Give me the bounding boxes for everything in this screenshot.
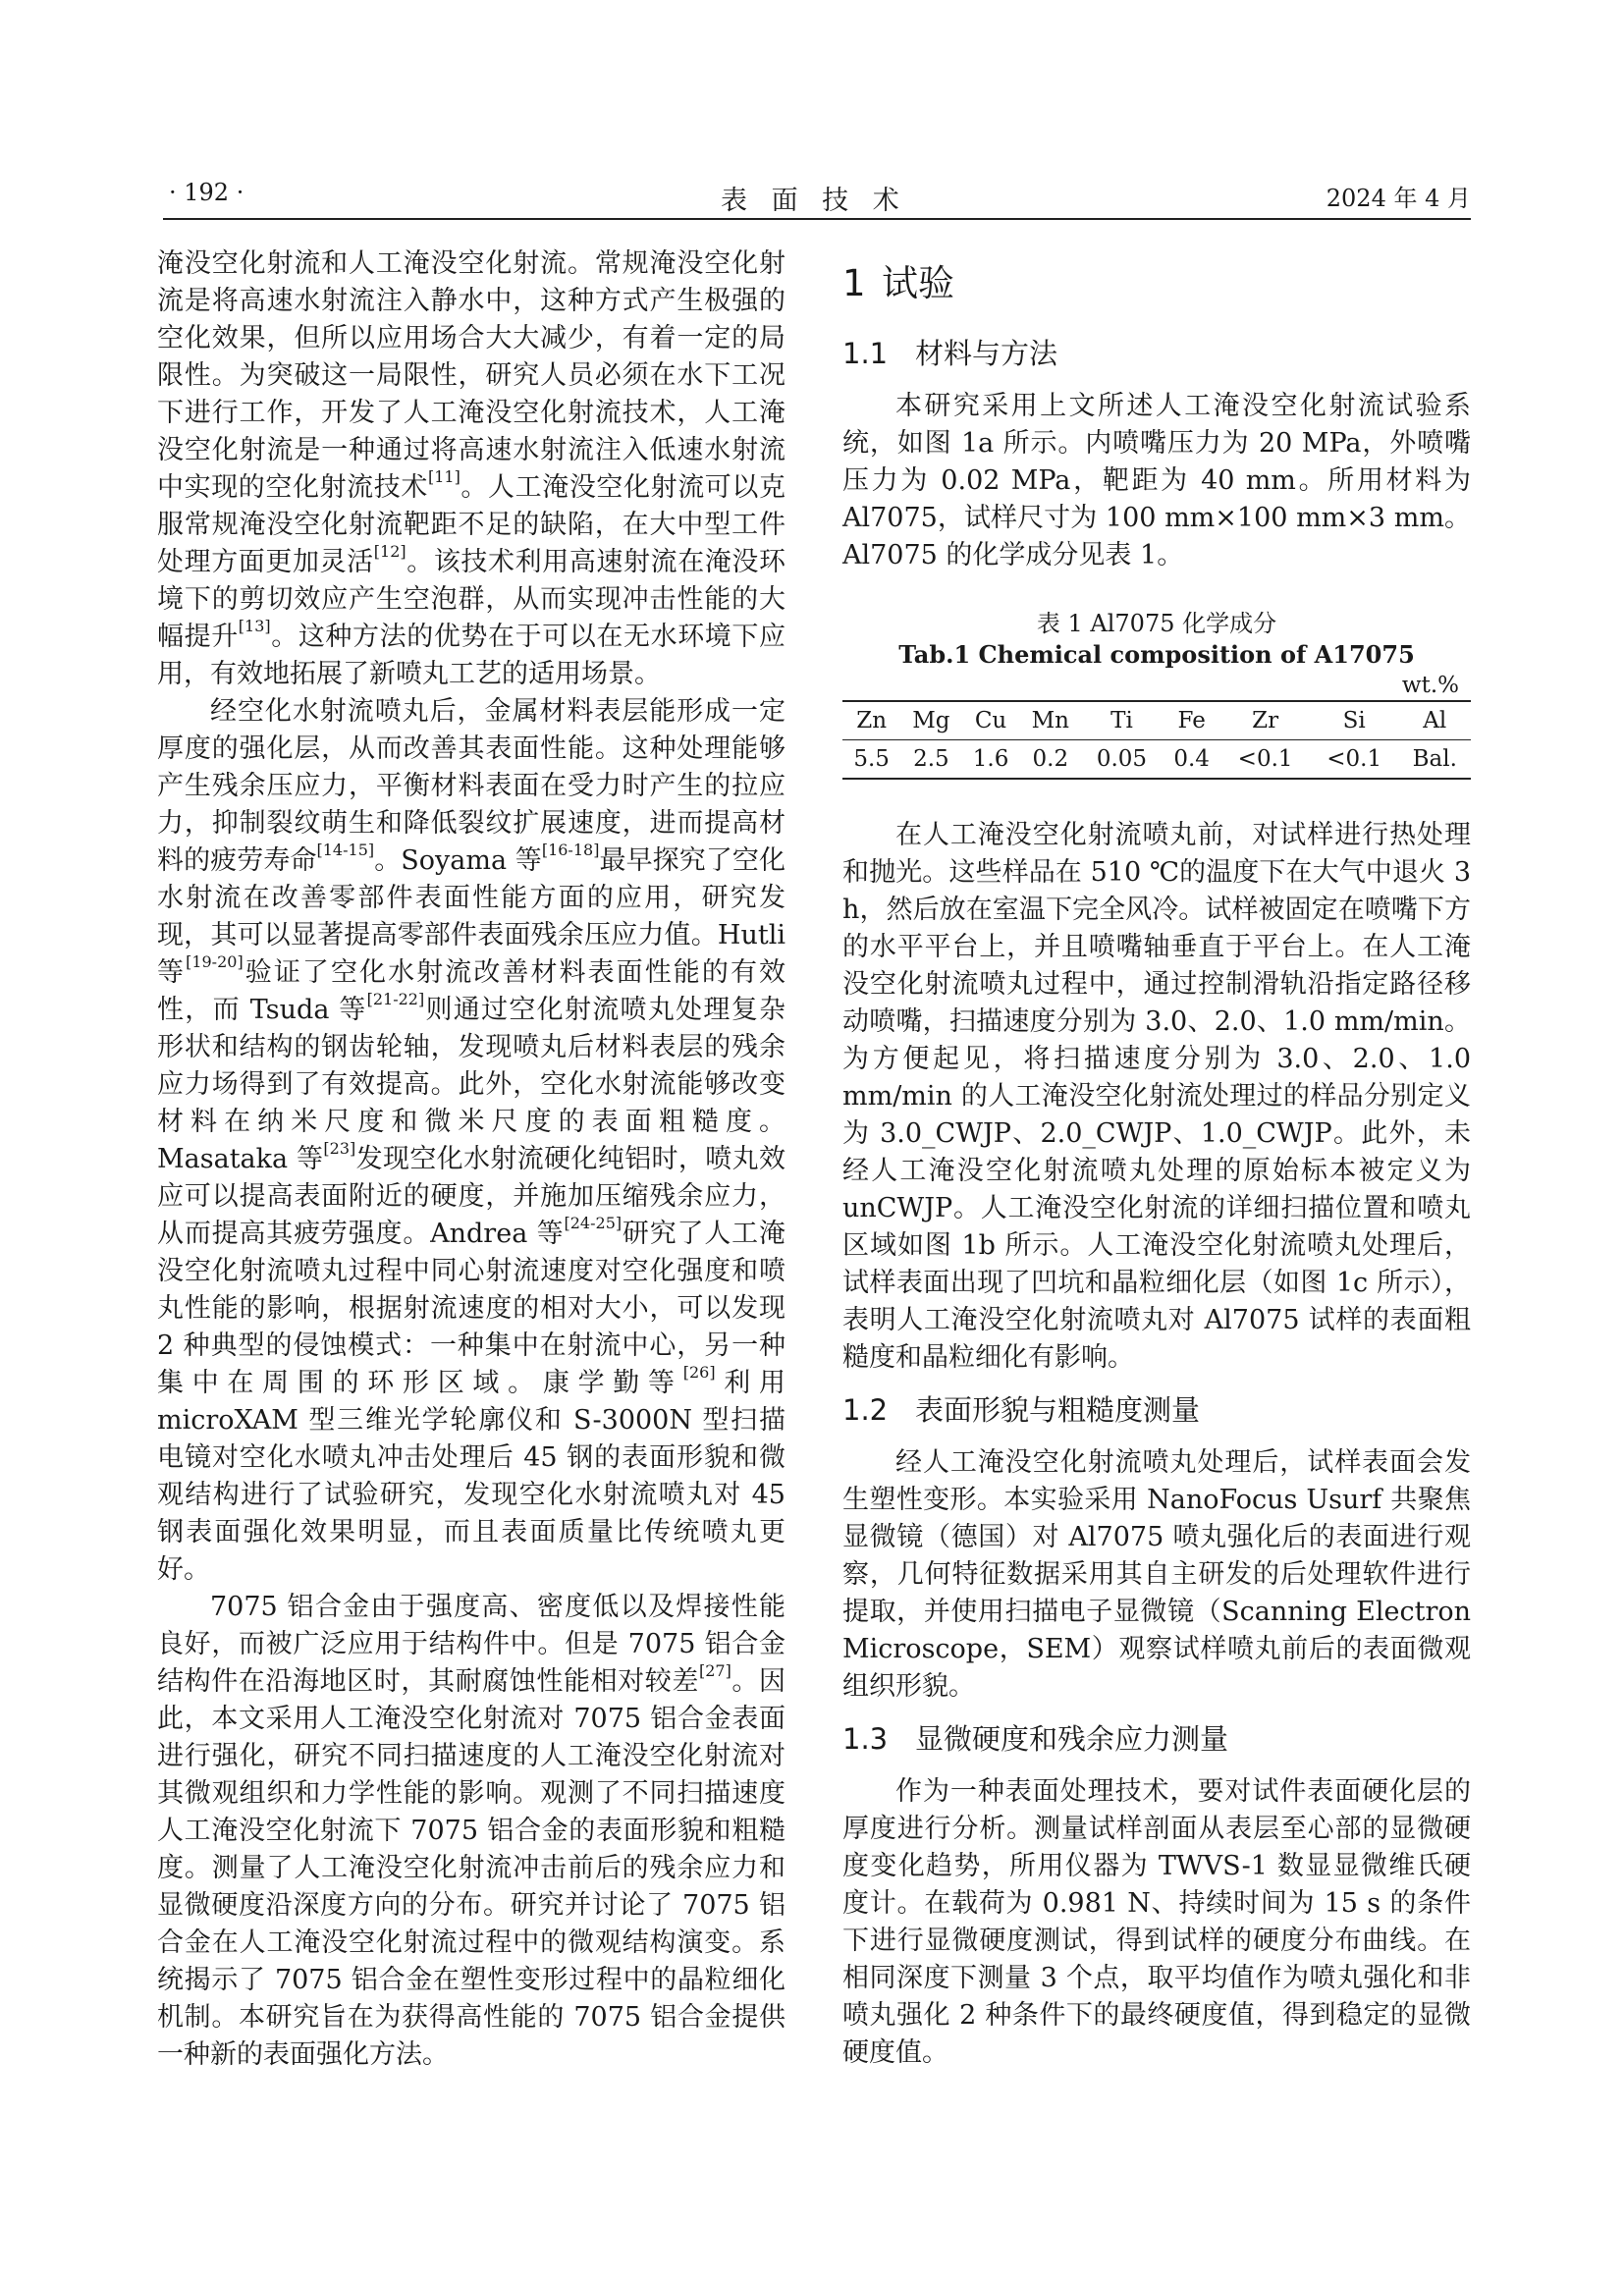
- composition-table: [842, 700, 1471, 780]
- table-header-cell: Si: [1342, 708, 1366, 733]
- table-header-row: [842, 701, 1471, 740]
- right-column: [842, 245, 1471, 2072]
- table-header-cell: Al: [1423, 708, 1447, 733]
- section-heading-1-1: 1.1 材料与方法: [842, 337, 1058, 370]
- paragraph-treatment: 在人工淹没空化射流喷丸前，对试样进行热处理和抛光。这些样品在 510 ℃的温度下在大气中退火 3 h，然后放在室温下完全风冷。试样被固定在喷嘴下方的水平平台上，并且喷嘴轴垂直于平台上。在人工淹没空化射流喷丸过程中，通过控制滑轨沿指定路径移动喷嘴，扫描速度分别为 3.0、2.0、1.0 mm/min。为方便起见，将扫描速度分别为 3.0、2.0、1.0 mm/min 的人工淹没空化射流处理过的样品分别定义为 3.0_CWJP、2.0_CWJP、1.0_CWJP。此外，未经人工淹没空化射流喷丸处理的原始标本被定义为 unCWJP。人工淹没空化射流的详细扫描位置和喷丸区域如图 1b 所示。人工淹没空化射流喷丸处理后，试样表面出现了凹坑和晶粒细化层（如图 1c 所示），表明人工淹没空化射流喷丸对 Al7075 试样的表面粗糙度和晶粒细化有影响。: [842, 820, 1471, 1373]
- citation: [14-15]: [316, 841, 375, 859]
- table-header-cell: Fe: [1177, 708, 1206, 733]
- paragraph-literature: 经空化水射流喷丸后，金属材料表层能形成一定厚度的强化层，从而改善其表面性能。这种处理能够产生残余压应力，平衡材料表面在受力时产生的拉应力，抑制裂纹萌生和降低裂纹扩展速度，进而提高材料的疲劳寿命[14-15]。Soyama 等[16-18]最早探究了空化水射流在改善零部件表面性能方面的应用，研究发现，其可以显著提高零部件表面残余压应力值。Hutli 等[19-20]验证了空化水射流改善材料表面性能的有效性，而 Tsuda 等[21-22]则通过空化射流喷丸处理复杂形状和结构的钢齿轮轴，发现喷丸后材料表层的残余应力场得到了有效提高。此外，空化水射流能够改变材料在纳米尺度和微米尺度的表面粗糙度。Masataka 等[23]发现空化水射流硬化纯铝时，喷丸效应可以提高表面附近的硬度，并施加压缩残余应力，从而提高其疲劳强度。Andrea 等[24-25]研究了人工淹没空化射流喷丸过程中同心射流速度对空化强度和喷丸性能的影响，根据射流速度的相对大小，可以发现 2 种典型的侵蚀模式：一种集中在射流中心，另一种集中在周围的环形区域。康学勤等[26]利用 microXAM 型三维光学轮廓仪和 S-3000N 型扫描电镜对空化水喷丸冲击处理后 45 钢的表面形貌和微观结构进行了试验研究，发现空化水射流喷丸对 45 钢表面强化效果明显，而且表面质量比传统喷丸更好。: [157, 696, 786, 1585]
- paragraph-intro: 淹没空化射流和人工淹没空化射流。常规淹没空化射流是将高速水射流注入静水中，这种方式产生极强的空化效果，但所以应用场合大大减少，有着一定的局限性。为突破这一局限性，研究人员必须在水下工况下进行工作，开发了人工淹没空化射流技术，人工淹没空化射流是一种通过将高速水射流注入低速水射流中实现的空化射流技术[11]。人工淹没空化射流可以克服常规淹没空化射流靶距不足的缺陷，在大中型工件处理方面更加灵活[12]。该技术利用高速射流在淹没环境下的剪切效应产生空泡群，从而实现冲击性能的大幅提升[13]。这种方法的优势在于可以在无水环境下应用，有效地拓展了新喷丸工艺的适用场景。: [157, 248, 786, 689]
- table-header-cell: Mn: [1031, 708, 1069, 733]
- issue-date: 2024 年 4 月: [1326, 185, 1471, 212]
- citation: [12]: [373, 542, 406, 561]
- citation: [16-18]: [541, 841, 600, 859]
- table-cell: 0.4: [1173, 746, 1210, 772]
- table-cell: 2.5: [913, 746, 949, 772]
- citation: [13]: [238, 617, 271, 635]
- table-cell: 0.2: [1032, 746, 1069, 772]
- paragraph-aim: 7075 铝合金由于强度高、密度低以及焊接性能良好，而被广泛应用于结构件中。但是 7075 铝合金结构件在沿海地区时，其耐腐蚀性能相对较差[27]。因此，本文采用人工淹没空化射流对 7075 铝合金表面进行强化，研究不同扫描速度的人工淹没空化射流对其微观组织和力学性能的影响。观测了不同扫描速度人工淹没空化射流下 7075 铝合金的表面形貌和粗糙度。测量了人工淹没空化射流冲击前后的残余应力和显微硬度沿深度方向的分布。研究并讨论了 7075 铝合金在人工淹没空化射流过程中的微观结构演变。系统揭示了 7075 铝合金在塑性变形过程中的晶粒细化机制。本研究旨在为获得高性能的 7075 铝合金提供一种新的表面强化方法。: [157, 1592, 786, 2070]
- table-caption-cn: 表 1 Al7075 化学成分: [1036, 610, 1277, 637]
- page-number: · 192 ·: [169, 179, 244, 206]
- table-cell: <0.1: [1237, 746, 1293, 772]
- section-heading-1-2: 1.2 表面形貌与粗糙度测量: [842, 1393, 1201, 1427]
- table-row: [842, 740, 1471, 780]
- table-header-cell: Ti: [1110, 708, 1133, 733]
- paragraph-hardness: 作为一种表面处理技术，要对试件表面硬化层的厚度进行分析。测量试样剖面从表层至心部的显微硬度变化趋势，所用仪器为 TWVS-1 数显显微维氏硬度计。在载荷为 0.981 N、持续时间为 15 s 的条件下进行显微硬度测试，得到试样的硬度分布曲线。在相同深度下测量 3 个点，取平均值作为喷丸强化和非喷丸强化 2 种条件下的最终硬度值，得到稳定的显微硬度值。: [842, 1776, 1471, 2068]
- table-header-cell: Zn: [856, 708, 888, 733]
- table-cell: 0.05: [1096, 746, 1148, 772]
- table-header-cell: Zr: [1252, 708, 1279, 733]
- left-column: [157, 245, 785, 2074]
- table-cell: Bal.: [1412, 746, 1457, 772]
- table-header-cell: Mg: [912, 708, 950, 733]
- page-header: [163, 175, 1471, 218]
- citation: [11]: [427, 467, 460, 486]
- citation: [23]: [323, 1139, 356, 1158]
- table-caption-en: Tab.1 Chemical composition of A17075: [898, 640, 1415, 669]
- citation: [24-25]: [564, 1214, 623, 1232]
- paragraph-morphology: 经人工淹没空化射流喷丸处理后，试样表面会发生塑性变形。本实验采用 NanoFocus Usurf 共聚焦显微镜（德国）对 Al7075 喷丸强化后的表面进行观察，几何特征数据采用其自主研发的后处理软件进行提取，并使用扫描电子显微镜（Scanning Electron Microscope，SEM）观察试样喷丸前后的表面微观组织形貌。: [842, 1447, 1471, 1702]
- citation: [21-22]: [366, 990, 425, 1008]
- citation: [27]: [698, 1661, 731, 1680]
- section-heading-1: 1 试验: [842, 262, 954, 304]
- table-header-cell: Cu: [974, 708, 1007, 733]
- table-cell: 5.5: [853, 746, 890, 772]
- table-unit: wt.%: [1401, 673, 1459, 698]
- header-rule: [163, 218, 1471, 220]
- citation: [19-20]: [186, 952, 244, 971]
- section-heading-1-3: 1.3 显微硬度和残余应力测量: [842, 1722, 1229, 1756]
- paragraph-materials: 本研究采用上文所述人工淹没空化射流试验系统，如图 1a 所示。内喷嘴压力为 20 MPa，外喷嘴压力为 0.02 MPa，靶距为 40 mm。所用材料为 Al7075，试样尺寸为 100 mm×100 mm×3 mm。Al7075 的化学成分见表 1。: [842, 391, 1471, 570]
- table-cell: <0.1: [1326, 746, 1382, 772]
- journal-title: 表 面 技 术: [721, 186, 907, 216]
- citation: [26]: [682, 1363, 716, 1382]
- table-cell: 1.6: [972, 746, 1009, 772]
